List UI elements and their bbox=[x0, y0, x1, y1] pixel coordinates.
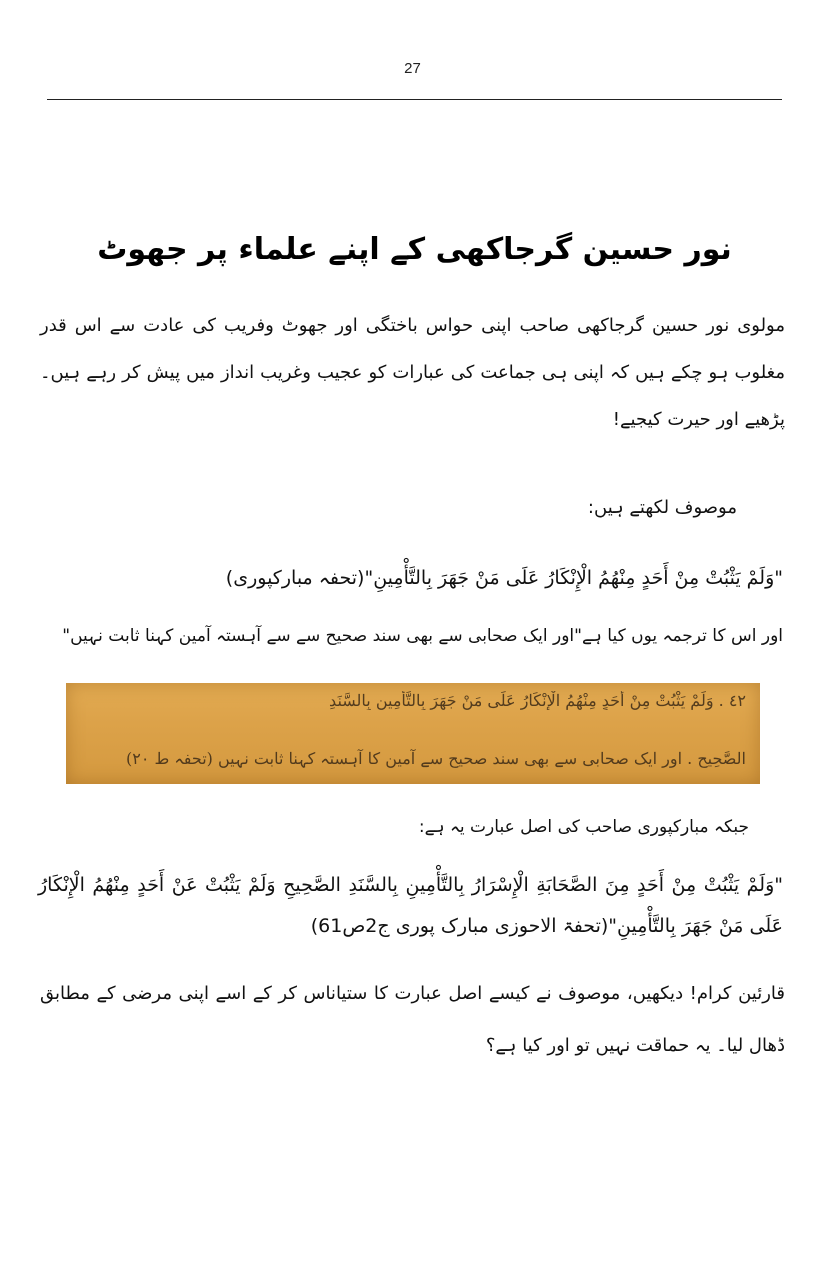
closing-paragraph: قارئین کرام! دیکھیں، موصوف نے کیسے اصل عبارت کا ستیاناس کر کے اسے اپنی مرضی کے مطابق ڈھال لیا۔ یہ حماقت نہیں تو اور کیا ہے؟ bbox=[40, 983, 785, 1056]
scan-line-1: ٤٢ . وَلَمْ يَثْبُتْ مِنْ أَحَدٍ مِنْهُمُ الْإِنْكَارُ عَلَى مَنْ جَهَرَ بِالتَّأْمِينِ بِالسَّنَدِ bbox=[329, 691, 746, 710]
intro-paragraph: مولوی نور حسین گرجاکھی صاحب اپنی حواس باختگی اور جھوٹ وفریب کی عادت سے اس قدر مغلوب ہو چکے ہیں کہ اپنی ہی جماعت کی عبارات کو عجیب وغریب انداز میں پیش کر رہے ہیں۔ پڑھیے اور حیرت کیجیے! bbox=[40, 315, 785, 430]
header-rule bbox=[47, 99, 782, 100]
scanned-excerpt-image bbox=[66, 683, 760, 784]
original-intro: جبکہ مبارکپوری صاحب کی اصل عبارت یہ ہے: bbox=[418, 817, 749, 837]
page-number: 27 bbox=[404, 60, 421, 77]
quote-intro: موصوف لکھتے ہیں: bbox=[587, 497, 737, 518]
original-arabic: "وَلَمْ يَثْبُتْ مِنْ أَحَدٍ مِنَ الصَّحَابَةِ الْإِسْرَارُ بِالتَّأْمِينِ بِالسَّنَدِ الصَّحِيحِ وَلَمْ يَثْبُتْ عَنْ أَحَدٍ مِنْهُمُ الْإِنْكَارُ عَلَى مَنْ جَهَرَ بِالتَّأْمِينِ"(تحفۃ الاحوزی مبارک پوری ج2ص61) bbox=[38, 874, 783, 937]
page-title: نور حسین گرجاکھی کے اپنے علماء پر جھوٹ bbox=[97, 232, 732, 267]
translation-line: اور اس کا ترجمہ یوں کیا ہے"اور ایک صحابی سے بھی سند صحیح سے سے آہستہ آمین کہنا ثابت نہیں" bbox=[62, 626, 783, 646]
quoted-arabic: "وَلَمْ يَثْبُتْ مِنْ أَحَدٍ مِنْهُمُ الْإِنْكَارُ عَلَى مَنْ جَهَرَ بِالتَّأْمِينِ"(تحفہ مبارکپوری) bbox=[225, 567, 783, 589]
scan-line-2: الصَّحِيحِ . اور ایک صحابی سے بھی سند صحیح سے آمین کا آہستہ کہنا ثابت نہیں (تحفہ ط ٢٠) bbox=[126, 749, 746, 768]
